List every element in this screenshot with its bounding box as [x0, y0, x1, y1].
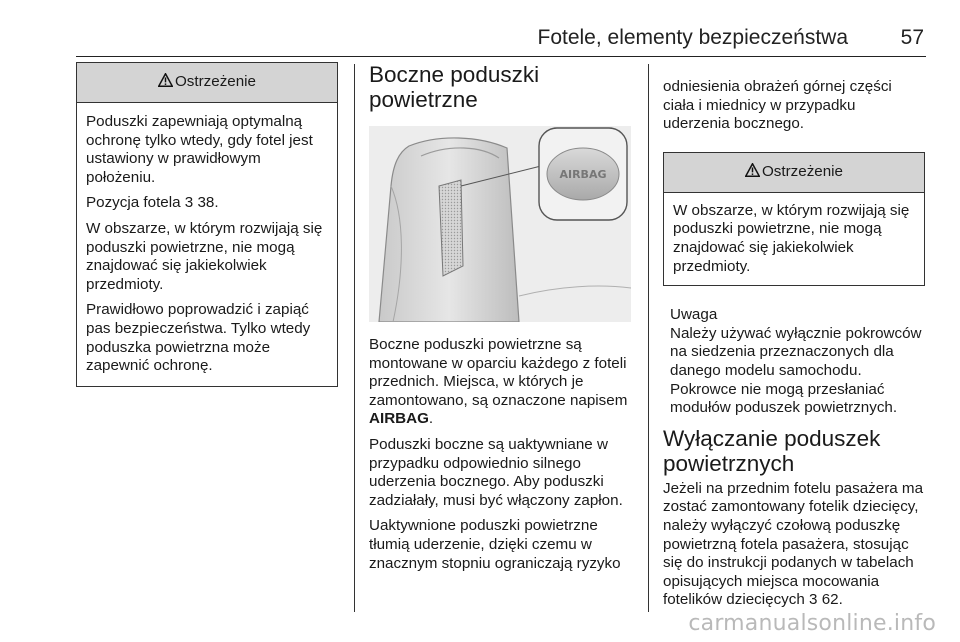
- warning-paragraph: Poduszki zapewniają optymalną ochronę tylko wtedy, gdy fotel jest ustawiony w prawidłowym położeniu.: [86, 113, 313, 186]
- column-3: [663, 78, 925, 617]
- body-paragraph: Uaktywnione poduszki powietrzne tłumią uderzenie, dzięki czemu w znacznym stopniu ograniczają ryzyko: [369, 517, 621, 572]
- reference-page-link[interactable]: 62.: [821, 591, 843, 609]
- warning-header: [77, 63, 337, 103]
- note-text: Należy używać wyłącznie pokrowców na siedzenia przeznaczonych dla danego modelu samochodu. Pokrowce nie mogą przesłaniać modułów poduszek powietrznych.: [670, 324, 922, 417]
- section-heading: Wyłączanie poduszek powietrznych: [663, 425, 881, 476]
- page-reference-icon: 3: [184, 194, 194, 212]
- warning-paragraph: Prawidłowo poprowadzić i zapiąć pas bezpieczeństwa. Tylko wtedy poduszka powietrzna może zapewnić ochronę.: [86, 301, 311, 375]
- column-2: [369, 62, 637, 580]
- column-divider-2: [648, 64, 649, 612]
- warning-title: Ostrzeżenie: [174, 73, 257, 90]
- warning-body: [664, 193, 924, 285]
- column-1: [76, 62, 338, 387]
- note-block: [663, 306, 925, 418]
- warning-paragraph: W obszarze, w którym rozwijają się poduszki powietrzne, nie mogą znajdować się jakiekolwiek przedmioty.: [673, 201, 910, 275]
- body-paragraph: odniesienia obrażeń górnej części ciała i miednicy w przypadku uderzenia bocznego.: [663, 78, 892, 133]
- page-reference-icon: 3: [809, 591, 818, 609]
- page-number: 57: [900, 26, 924, 49]
- warning-paragraph: W obszarze, w którym rozwijają się poduszki powietrzne, nie mogą znajdować się jakiekolwiek przedmioty.: [86, 219, 323, 293]
- warning-title: Ostrzeżenie: [761, 162, 844, 180]
- warning-box: [663, 152, 925, 286]
- note-title: Uwaga: [670, 306, 718, 324]
- section-heading: Boczne poduszki powietrzne: [369, 62, 540, 112]
- body-paragraph: Boczne poduszki powietrzne są montowane w oparciu każdego z foteli przednich. Miejsca, w których je zamontowano, są oznaczone napisem AIRBAG.: [369, 336, 628, 428]
- airbag-label-text: AIRBAG: [559, 168, 607, 181]
- warning-header: [664, 153, 924, 193]
- warning-body: [77, 103, 337, 386]
- page-header: [76, 22, 926, 57]
- seat-position-reference: [86, 194, 329, 213]
- header-title: Fotele, elementy bezpieczeństwa: [537, 26, 848, 49]
- warning-triangle-icon: [158, 73, 173, 87]
- warning-triangle-icon: [745, 163, 760, 177]
- warning-box: [76, 62, 338, 387]
- body-paragraph: Poduszki boczne są uaktywniane w przypadku odpowiednio silnego uderzenia bocznego. Aby poduszki zadziałały, musi być włączony zapłon.: [369, 435, 623, 509]
- seat-position-text: Pozycja fotela: [86, 194, 181, 212]
- body-paragraph: Jeżeli na przednim fotelu pasażera ma zostać zamontowany fotelik dziecięcy, należy wyłączyć czołową poduszkę powietrzną fotela pasażera, stosując się do instrukcji podanych w tabelach opisujących miejsca mocowania fotelików dziecięcych 3 62.: [663, 479, 924, 609]
- reference-page-link[interactable]: 38.: [197, 194, 219, 212]
- side-airbag-illustration: [369, 126, 631, 322]
- watermark: carmanualsonline.info: [688, 611, 936, 636]
- column-divider-1: [354, 64, 355, 612]
- airbag-marking: AIRBAG: [369, 410, 429, 428]
